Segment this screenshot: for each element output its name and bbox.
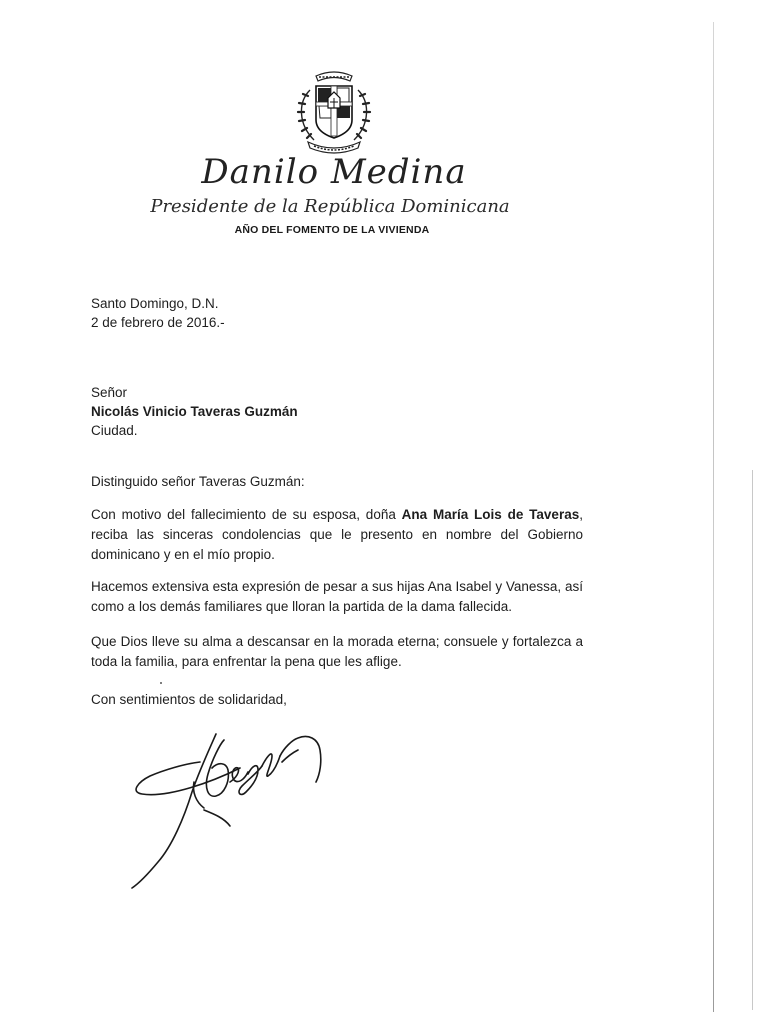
coat-of-arms-emblem	[286, 62, 382, 158]
ink-speck	[160, 682, 162, 684]
sender-name: Danilo Medina	[201, 152, 467, 192]
dateline-date: 2 de febrero de 2016.-	[91, 315, 225, 330]
page-edge-line	[713, 22, 714, 1012]
handwritten-signature	[112, 722, 332, 894]
body-paragraph-3: Que Dios lleve su alma a descansar en la morada eterna; consuele y fortalezca a toda la familia, para enfrentar la pena que les aflige.	[91, 634, 583, 669]
dateline-place: Santo Domingo, D.N.	[91, 296, 219, 311]
closing: Con sentimientos de solidaridad,	[91, 692, 287, 707]
recipient-city: Ciudad.	[91, 423, 138, 438]
year-motto: AÑO DEL FOMENTO DE LA VIVIENDA	[234, 224, 430, 236]
body-paragraph-1-lead: Con motivo del fallecimiento de su esposa, doña	[91, 507, 402, 522]
body-paragraph-1	[91, 505, 583, 565]
salutation: Distinguido señor Taveras Guzmán:	[91, 474, 305, 489]
recipient-name: Nicolás Vinicio Taveras Guzmán	[91, 404, 298, 419]
page-edge-line-secondary	[752, 470, 753, 1010]
recipient-title: Señor	[91, 385, 128, 400]
body-paragraph-1-tail: , reciba las sinceras condolencias que le presento en nombre del Gobierno dominicano y en el mío propio.	[91, 507, 583, 562]
body-paragraph-2: Hacemos extensiva esta expresión de pesar a sus hijas Ana Isabel y Vanessa, así como a los demás familiares que lloran la partida de la dama fallecida.	[91, 579, 583, 614]
sender-role: Presidente de la República Dominicana	[150, 196, 510, 217]
deceased-name: Ana María Lois de Taveras	[401, 507, 580, 522]
